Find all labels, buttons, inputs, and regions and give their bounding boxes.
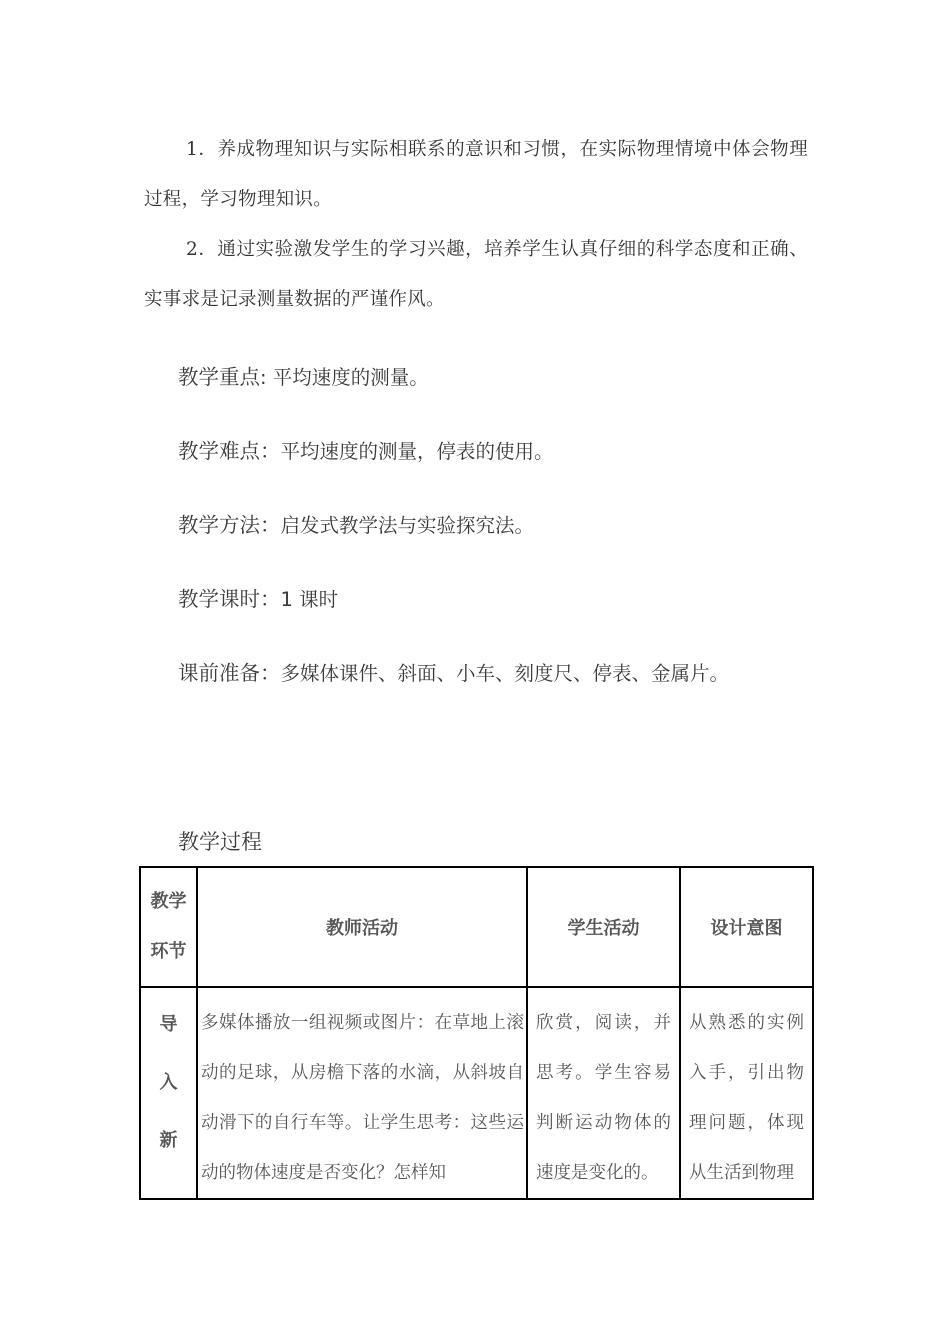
cell-design-text: 从熟悉的实例入手，引出物理问题，体现从生活到物理 (689, 1013, 804, 1183)
goal-1-text: ．养成物理知识与实际相联系的意识和习惯，在实际物理情境中体会物理过程，学习物理知识。 (144, 139, 808, 210)
cell-teacher-text: 多媒体播放一组视频或图片：在草地上滚动的足球，从房檐下落的水滴，从斜坡自动滑下的自行车等。让学生思考：这些运动的物体速度是否变化？怎样知 (201, 1013, 524, 1183)
field-difficulty-value: 平均速度的测量，停表的使用。 (280, 440, 554, 463)
field-method-label: 教学方法： (178, 513, 281, 537)
field-difficulty-label: 教学难点： (178, 439, 281, 463)
goal-2-text: ．通过实验激发学生的学习兴趣，培养学生认真仔细的科学态度和正确、实事求是记录测量数据的严谨作风。 (144, 239, 808, 310)
field-difficulty (178, 434, 554, 464)
field-key-point-colon: : (260, 366, 267, 389)
table-header-row (140, 867, 813, 987)
field-duration-value: 1 课时 (280, 588, 339, 611)
table-row (140, 987, 813, 1199)
cell-stage (140, 987, 197, 1199)
field-preparation (178, 656, 729, 686)
header-teacher: 教师活动 (197, 867, 527, 987)
stage-char-2: 入 (159, 1072, 178, 1093)
cell-student (527, 987, 680, 1199)
goal-2-number: 2 (186, 239, 199, 260)
header-stage-line2: 环节 (150, 941, 187, 962)
cell-design (680, 987, 813, 1199)
cell-teacher (197, 987, 527, 1199)
header-stage-line1: 教学 (150, 891, 187, 912)
stage-char-1: 导 (159, 1014, 178, 1035)
field-key-point-label: 教学重点 (178, 365, 260, 389)
field-key-point-value: 平均速度的测量。 (272, 366, 429, 389)
field-duration-label: 教学课时： (178, 587, 281, 611)
process-title: 教学过程 (178, 830, 262, 854)
field-method (178, 508, 534, 538)
cell-student-text: 欣赏，阅读，并思考。学生容易判断运动物体的速度是变化的。 (536, 1013, 671, 1183)
header-stage (140, 867, 197, 987)
field-preparation-label: 课前准备： (178, 661, 281, 685)
field-duration (178, 582, 338, 612)
goal-1-number: 1 (186, 139, 199, 160)
field-key-point (178, 360, 429, 390)
header-student: 学生活动 (527, 867, 680, 987)
header-design: 设计意图 (680, 867, 813, 987)
field-method-value: 启发式教学法与实验探究法。 (280, 514, 535, 537)
process-table (139, 866, 814, 1200)
stage-char-3: 新 (159, 1130, 178, 1151)
field-preparation-value: 多媒体课件、斜面、小车、刻度尺、停表、金属片。 (280, 662, 730, 685)
goal-2 (144, 225, 808, 325)
goal-1 (144, 125, 808, 225)
